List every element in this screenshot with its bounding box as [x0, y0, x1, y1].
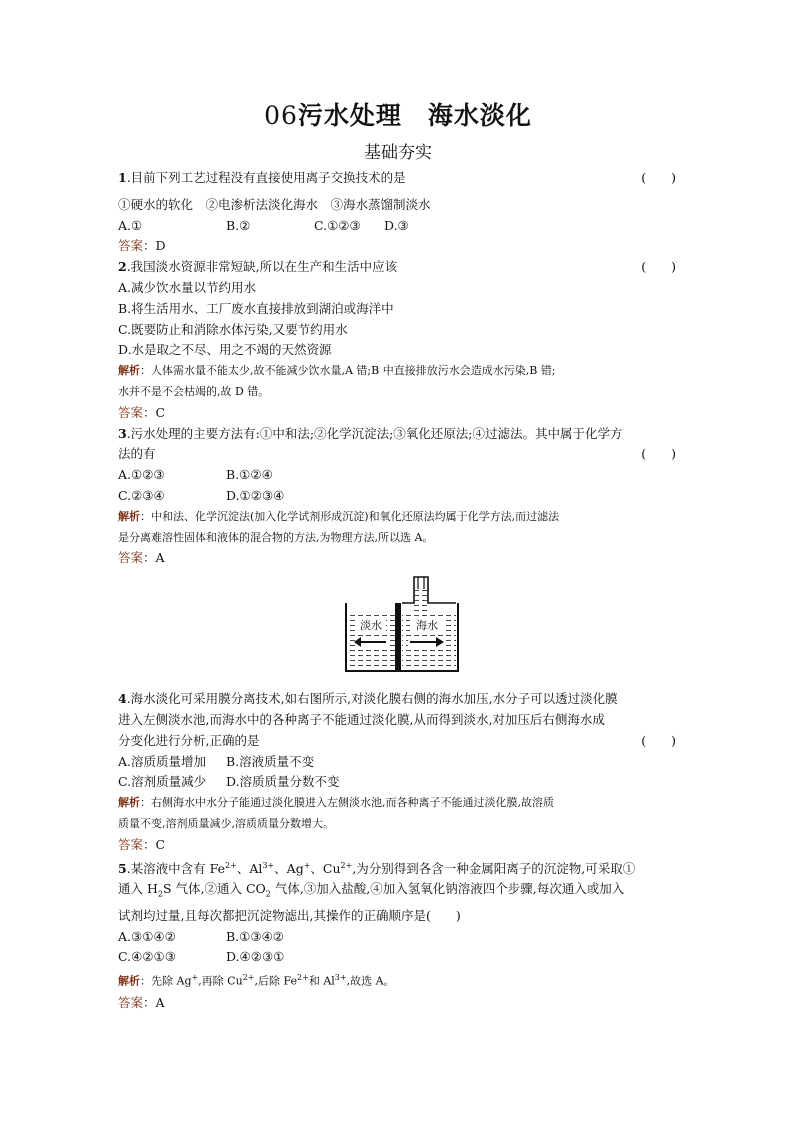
q2-stem: 2.我国淡水资源非常短缺,所以在生产和生活中应该 ( ) — [118, 257, 678, 278]
option: C.②③④ — [118, 487, 165, 503]
option: D.③ — [384, 217, 409, 233]
section-subtitle: 基础夯实 — [364, 143, 432, 163]
option: C.既要防止和消除水体污染,又要节约用水 — [118, 321, 348, 337]
q4-stem-cont: 分变化进行分析,正确的是 ( ) — [118, 731, 678, 752]
q3-options-row2 — [118, 486, 678, 507]
option: A.溶质质量增加 — [118, 753, 207, 769]
q3-answer: 答案：A — [118, 550, 165, 566]
option: B.将生活用水、工厂废水直接排放到湖泊或海洋中 — [118, 300, 394, 316]
option: C.①②③ — [314, 217, 361, 233]
q4-options-row1 — [118, 752, 678, 773]
q1-answer: 答案：D — [118, 238, 166, 254]
membrane-diagram — [118, 573, 678, 685]
option: B.①②④ — [226, 467, 273, 483]
q3-options-row1 — [118, 465, 678, 486]
option: D.④②③① — [226, 949, 285, 965]
sea-water-label: 海水 — [416, 619, 438, 633]
fresh-water-label: 淡水 — [360, 619, 382, 633]
q4-stem: 4.海水淡化可采用膜分离技术,如右图所示,对淡化膜右侧的海水加压,水分子可以透过淡化膜 — [118, 691, 618, 707]
q2-answer: 答案：C — [118, 404, 166, 420]
q4-options-row2 — [118, 772, 678, 793]
option: B.② — [226, 217, 251, 233]
q5-stem: 5.某溶液中含有 $Fe^{2+}$、$Al^{3+}$、Ag+、$Cu^{2+}$,为分别得到各含一种金属阳离子的沉淀物,可采取① — [118, 860, 636, 876]
option: A.① — [118, 217, 143, 233]
option: C.④②①③ — [118, 949, 176, 965]
q4-answer: 答案：C — [118, 836, 166, 852]
q4-stem-cont: 进入左侧淡水池,而海水中的各种离子不能通过淡化膜,从而得到淡水,对加压后右侧海水成 — [118, 711, 605, 727]
answer-blank: ( ) — [641, 170, 676, 185]
q1-stem: 1.目前下列工艺过程没有直接使用离子交换技术的是 ( ) — [118, 168, 678, 189]
answer-blank: ( ) — [641, 732, 676, 748]
page-title: 06污水处理 海水淡化 — [264, 101, 532, 130]
worksheet-page — [118, 96, 678, 1013]
option: A.③①④② — [118, 928, 176, 944]
q3-stem-cont: 法的有 ( ) — [118, 444, 678, 465]
option: A.①②③ — [118, 467, 165, 483]
q5-options-row1 — [118, 927, 678, 948]
q5-stem-cont: 试剂均过量,且每次都把沉淀物滤出,其操作的正确顺序是( ) — [118, 907, 461, 923]
option: D.水是取之不尽、用之不竭的天然资源 — [118, 342, 332, 358]
option: B.①③④② — [226, 928, 284, 944]
q3-stem: 3.污水处理的主要方法有:①中和法;②化学沉淀法;③氧化还原法;④过滤法。其中属于化学方 — [118, 425, 623, 441]
q3-explanation: 解析：中和法、化学沉淀法(加入化学试剂形成沉淀)和氧化还原法均属于化学方法,而过滤法 是分离难溶性固体和液体的混合物的方法,为物理方法,所以选 A。 — [118, 509, 560, 544]
option: A.减少饮水量以节约用水 — [118, 279, 257, 295]
answer-blank: ( ) — [641, 446, 676, 462]
option: C.溶剂质量减少 — [118, 774, 207, 790]
q2-explanation: 解析：人体需水量不能太少,故不能减少饮水量,A 错;B 中直接排放污水会造成水污染,B 错; 水并不是不会枯竭的,故 D 错。 — [118, 364, 556, 398]
membrane-diagram-svg — [118, 573, 678, 685]
membrane — [395, 603, 401, 671]
answer-blank: ( ) — [641, 259, 676, 275]
q5-stem-cont: 通入 $H_2S$ 气体,②通入 $CO_2$ 气体,③加入盐酸,④加入氢氧化钠溶液四个步骤,每次通入或加入 — [118, 881, 625, 899]
option: D.①②③④ — [226, 487, 285, 503]
q5-explanation: 解析：先除 Ag+,再除 $Cu^{2+}$,后除 $Fe^{2+}$和 $Al^{3+}$,故选 A。 — [118, 973, 395, 988]
q5-options-row2 — [118, 947, 678, 968]
q5-answer: 答案：A — [118, 994, 165, 1010]
option: D.溶质质量分数不变 — [226, 774, 340, 790]
q1-options — [118, 216, 678, 237]
q1-items: ①硬水的软化 ②电渗析法淡化海水 ③海水蒸馏制淡水 — [118, 196, 431, 212]
option: B.溶液质量不变 — [226, 753, 315, 769]
q4-explanation: 解析：右侧海水中水分子能通过淡化膜进入左侧淡水池,而各种离子不能通过淡化膜,故溶质 质量不变,溶剂质量减少,溶质质量分数增大。 — [118, 796, 554, 830]
